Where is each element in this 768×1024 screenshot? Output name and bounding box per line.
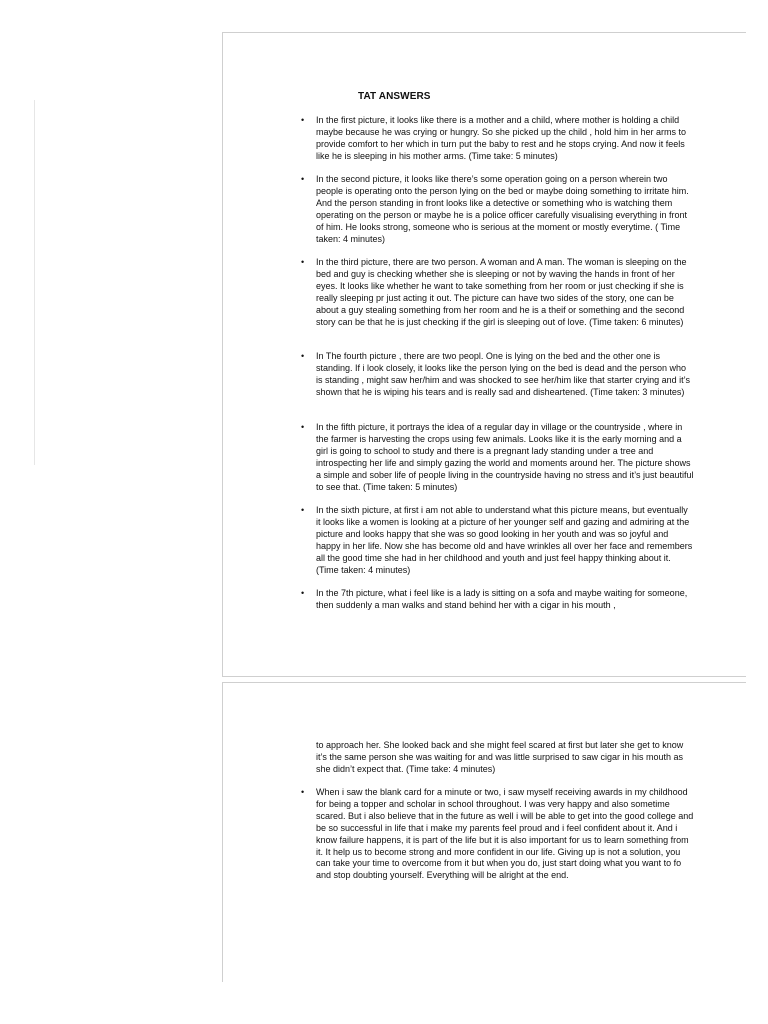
list-item-text: In the first picture, it looks like there is a mother and a child, where mother is holding a child maybe because he was crying or hungry. So she picked up the child , hold him in her arms to provide comfort to her which in turn put the baby to rest and he stops crying. And now it feels like he is sleeping in his mother arms. (Time take: 5 minutes) [316, 115, 687, 161]
bullet-icon: • [301, 588, 305, 598]
list-item [301, 505, 694, 576]
bullet-icon: • [301, 351, 305, 361]
list-item-text: In The fourth picture , there are two peopl. One is lying on the bed and the other one is standing. If i look closely, it looks like the person lying on the bed is dead and the person who is standing , might saw her/him and was shocked to see her/him like that starter crying and it’s shown that he is wiping his tears and is really sad and disheartened. (Time taken: 3 minutes) [316, 351, 691, 397]
list-item [301, 257, 694, 328]
bullet-icon: • [301, 422, 305, 432]
list-item [301, 115, 694, 163]
list-item [301, 351, 694, 399]
list-item-text: When i saw the blank card for a minute or two, i saw myself receiving awards in my childhood for being a topper and scholar in school throughout. I was very happy and also sometime scared. But i also believe that in the future as well i will be able to get into the good college and be so successful in life that i make my parents feel proud and i feel confident about it. And i know failure happens, it is part of the life but it is also important for us to learn something from it. It help us to become strong and more confident in our life. Giving up is not a solution, you can take your time to overcome from it but when you do, just start doing what you want to fo and stop doubting yourself. Everything will be alright at the end. [316, 787, 694, 881]
list-item [301, 422, 694, 493]
bullet-icon: • [301, 174, 305, 184]
continued-paragraph: to approach her. She looked back and she might feel scared at first but later she get to know it’s the same person she was waiting for and was little surprised to saw cigar in his mouth as she didn’t expect that. (Time take: 4 minutes) [316, 740, 684, 774]
bullet-icon: • [301, 257, 305, 267]
document-page-2 [222, 682, 746, 982]
list-item-text: In the 7th picture, what i feel like is a lady is sitting on a sofa and maybe waiting for someone, then suddenly a man walks and stand behind her with a cigar in his mouth , [316, 588, 688, 610]
bullet-icon: • [301, 505, 305, 515]
list-item [301, 787, 694, 882]
document-page-1 [222, 32, 746, 677]
list-item-text: In the sixth picture, at first i am not able to understand what this picture means, but eventually it looks like a women is looking at a picture of her younger self and gazing and admiring at the picture and looks happy that she was so good looking in her youth and was so joyful and happy in her life. Now she has become old and have wrinkles all over her face and remembers all the good time she had in her childhood and youth and just feel happy thinking about it. (Time taken: 4 minutes) [316, 505, 693, 575]
list-item [301, 174, 694, 245]
document-title: TAT ANSWERS [358, 91, 431, 102]
list-item-text: In the second picture, it looks like there’s some operation going on a person wherein two people is operating onto the person lying on the bed or maybe doing something to irritate him. And the person standing in front looks like a detective or something who is watching them operating on the person or maybe he is a police officer carefully visualising everything in front of him. He looks strong, someone who is serious at the moment or mostly everytime. ( Time taken: 4 minutes) [316, 174, 689, 244]
list-item-text: In the third picture, there are two person. A woman and A man. The woman is sleeping on the bed and guy is checking whether she is sleeping or not by waving the hands in front of her eyes. It looks like whether he want to take something from her room or just checking if she is really sleeping pr just acting it out. The picture can have two sides of the story, one can be about a guy stealing something from her room and he is a theif or something and the second story can be that he is just checking if the girl is sleeping out of love. (Time taken: 6 minutes) [316, 257, 687, 327]
bullet-icon: • [301, 115, 305, 125]
list-item [301, 588, 694, 612]
bullet-icon: • [301, 787, 305, 797]
ruler-guide-line [34, 100, 35, 465]
list-item-text: In the fifth picture, it portrays the idea of a regular day in village or the countryside , where in the farmer is harvesting the crops using few animals. Looks like it is the early morning and a girl is going to school to study and there is a pregnant lady standing under a tree and introspecting her life and simply gazing the world and moments around her. The picture shows a simple and sober life of people living in the countryside having no stress and it’s just beautiful to see that. (Time taken: 5 minutes) [316, 422, 694, 492]
